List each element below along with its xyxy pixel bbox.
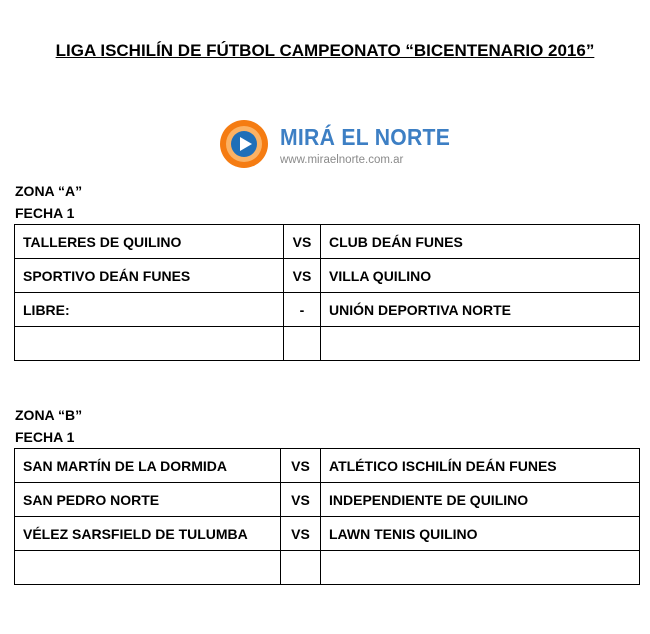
away-team (321, 551, 640, 585)
table-row (15, 293, 640, 327)
logo-url: www.miraelnorte.com.ar (280, 154, 404, 166)
page-title: LIGA ISCHILÍN DE FÚTBOL CAMPEONATO “BICENTENARIO 2016” (55, 41, 595, 60)
table-row (15, 483, 640, 517)
away-team: ATLÉTICO ISCHILÍN DEÁN FUNES (321, 449, 640, 483)
table-row (15, 449, 640, 483)
away-team: VILLA QUILINO (321, 259, 640, 293)
away-team: UNIÓN DEPORTIVA NORTE (321, 293, 640, 327)
versus-label (281, 551, 321, 585)
home-team: SPORTIVO DEÁN FUNES (15, 259, 284, 293)
versus-label: VS (284, 225, 321, 259)
versus-label: - (284, 293, 321, 327)
home-team (15, 327, 284, 361)
away-team: CLUB DEÁN FUNES (321, 225, 640, 259)
table-row (15, 327, 640, 361)
zone-b-fecha: FECHA 1 (15, 429, 75, 445)
zone-a-table (14, 224, 640, 361)
table-row (15, 225, 640, 259)
home-team: SAN PEDRO NORTE (15, 483, 281, 517)
zone-b-table (14, 448, 640, 585)
away-team (321, 327, 640, 361)
versus-label: VS (281, 483, 321, 517)
home-team: LIBRE: (15, 293, 284, 327)
versus-label: VS (281, 449, 321, 483)
versus-label: VS (284, 259, 321, 293)
table-row (15, 517, 640, 551)
zone-a-fecha: FECHA 1 (15, 205, 75, 221)
zone-a-label: ZONA “A” (15, 183, 83, 199)
home-team: SAN MARTÍN DE LA DORMIDA (15, 449, 281, 483)
versus-label: VS (281, 517, 321, 551)
play-icon (220, 120, 268, 168)
home-team (15, 551, 281, 585)
table-row (15, 259, 640, 293)
zone-b-label: ZONA “B” (15, 407, 83, 423)
away-team: LAWN TENIS QUILINO (321, 517, 640, 551)
versus-label (284, 327, 321, 361)
home-team: VÉLEZ SARSFIELD DE TULUMBA (15, 517, 281, 551)
logo-title: MIRÁ EL NORTE (280, 124, 451, 150)
home-team: TALLERES DE QUILINO (15, 225, 284, 259)
away-team: INDEPENDIENTE DE QUILINO (321, 483, 640, 517)
site-logo (220, 118, 451, 170)
table-row (15, 551, 640, 585)
